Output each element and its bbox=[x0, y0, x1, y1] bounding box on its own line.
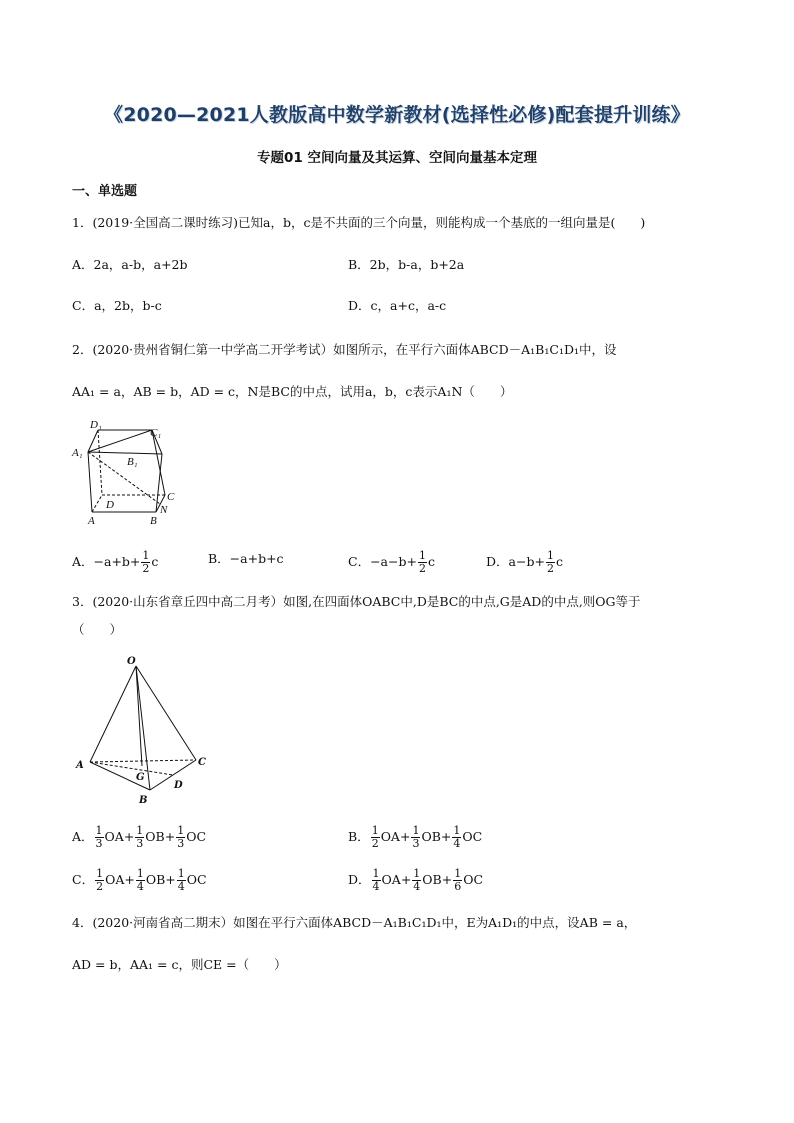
topic-subtitle: 专题01 空间向量及其运算、空间向量基本定理 bbox=[257, 150, 537, 166]
question-2-option-c bbox=[348, 550, 435, 575]
question-2-option-a bbox=[72, 550, 158, 575]
coefficient-fraction: $\frac{1}{3}$ bbox=[412, 824, 420, 850]
label-a1: A₁ bbox=[72, 447, 83, 459]
coefficient-fraction: $\frac{1}{4}$ bbox=[372, 867, 380, 893]
coefficient-fraction: $\frac{1}{3}$ bbox=[177, 824, 185, 850]
label-b1: B₁ bbox=[127, 456, 138, 468]
option-d-prefix: D．a−b+ bbox=[486, 554, 545, 569]
edge-a-d-hidden bbox=[92, 495, 102, 512]
coefficient-fraction: $\frac{1}{6}$ bbox=[454, 867, 462, 893]
option-a-suffix: c bbox=[151, 554, 159, 569]
question-2-option-b: B．−a+b+c bbox=[208, 551, 284, 566]
question-1-option-b: B．2b，b-a，b+2a bbox=[348, 257, 465, 272]
coefficient-fraction: $\frac{1}{4}$ bbox=[177, 867, 185, 893]
edge-a1-a bbox=[88, 452, 92, 512]
coefficient-fraction: $\frac{1}{3}$ bbox=[95, 824, 103, 850]
coefficient-fraction: $\frac{1}{3}$ bbox=[136, 824, 144, 850]
edge-d1-d-hidden bbox=[98, 430, 102, 495]
fraction-half: $\frac{1}{2}$ bbox=[142, 549, 150, 575]
label-b: B bbox=[150, 515, 157, 527]
option-d-suffix: c bbox=[555, 554, 563, 569]
option-c-suffix: c bbox=[427, 554, 435, 569]
label-d1: D₁ bbox=[90, 420, 102, 431]
coefficient-fraction: $\frac{1}{4}$ bbox=[413, 867, 421, 893]
option-c-prefix: C．−a−b+ bbox=[348, 554, 417, 569]
question-1-option-d: D．c，a+c，a-c bbox=[348, 298, 447, 313]
label-o: O bbox=[127, 656, 136, 667]
fraction-half: $\frac{1}{2}$ bbox=[418, 549, 426, 575]
question-3-stem-line2: （ ） bbox=[72, 622, 123, 637]
diagonal-a1-c1 bbox=[88, 430, 152, 452]
question-3-option-c: C． $\frac{1}{2}$ OA+ $\frac{1}{4}$ OB+ $\frac{1}{4}$ OC bbox=[72, 867, 207, 893]
question-2-option-d bbox=[486, 550, 563, 575]
label-a: A bbox=[88, 515, 95, 527]
question-1-option-c: C．a，2b，b-c bbox=[72, 298, 162, 313]
question-3-option-d: D． $\frac{1}{4}$ OA+ $\frac{1}{4}$ OB+ $\frac{1}{6}$ OC bbox=[348, 867, 484, 893]
question-1-stem: 1．(2019·全国高二课时练习)已知a，b，c是不共面的三个向量，则能构成一个基底的一组向量是( ) bbox=[72, 215, 646, 230]
edge-o-a bbox=[90, 666, 136, 762]
label-c: C bbox=[167, 491, 175, 503]
segment-a-d bbox=[90, 762, 173, 775]
label-b: B bbox=[139, 795, 148, 806]
option-a-prefix: A．−a+b+ bbox=[72, 554, 141, 569]
coefficient-fraction: $\frac{1}{2}$ bbox=[96, 867, 104, 893]
label-c: C bbox=[198, 757, 206, 768]
document-title: 《2020—2021人教版高中数学新教材(选择性必修)配套提升训练》 bbox=[104, 104, 690, 126]
section-heading: 一、单选题 bbox=[72, 184, 138, 199]
parallelepiped-figure bbox=[70, 420, 190, 530]
question-1-option-a: A．2a，a-b，a+2b bbox=[72, 257, 188, 272]
question-4-stem-line2: AD = b，AA₁ = c，则CE =（ ） bbox=[72, 957, 287, 972]
label-g: G bbox=[136, 772, 145, 783]
segment-o-g bbox=[136, 666, 142, 766]
question-4-stem-line1: 4．(2020·河南省高二期末）如图在平行六面体ABCD－A₁B₁C₁D₁中，E为A₁D₁的中点，设AB = a， bbox=[72, 915, 637, 930]
edge-a-c-hidden bbox=[90, 760, 196, 762]
edge-b-c bbox=[150, 760, 196, 790]
fraction-half: $\frac{1}{2}$ bbox=[546, 549, 554, 575]
question-3-stem-line1: 3．(2020·山东省章丘四中高二月考）如图,在四面体OABC中,D是BC的中点,G是AD的中点,则OG等于 bbox=[72, 594, 641, 609]
label-d: D bbox=[106, 499, 114, 511]
question-2-stem-line1: 2．(2020·贵州省铜仁第一中学高二开学考试）如图所示，在平行六面体ABCD－A₁B₁C₁D₁中，设 bbox=[72, 342, 617, 357]
question-2-stem-line2: AA₁ = a，AB = b，AD = c，N是BC的中点，试用a，b，c表示A₁N（ ） bbox=[72, 384, 513, 399]
label-d: D bbox=[174, 780, 183, 791]
label-n: N bbox=[160, 504, 168, 516]
question-3-option-b: B． $\frac{1}{2}$ OA+ $\frac{1}{3}$ OB+ $\frac{1}{4}$ OC bbox=[348, 824, 483, 850]
coefficient-fraction: $\frac{1}{2}$ bbox=[371, 824, 379, 850]
coefficient-fraction: $\frac{1}{4}$ bbox=[453, 824, 461, 850]
label-a: A bbox=[76, 760, 84, 771]
question-3-option-a: A． $\frac{1}{3}$ OA+ $\frac{1}{3}$ OB+ $\frac{1}{3}$ OC bbox=[72, 824, 207, 850]
segment-a1-n bbox=[88, 452, 160, 504]
label-c1: C₁ bbox=[150, 427, 162, 439]
coefficient-fraction: $\frac{1}{4}$ bbox=[136, 867, 144, 893]
tetrahedron-figure bbox=[70, 650, 220, 810]
